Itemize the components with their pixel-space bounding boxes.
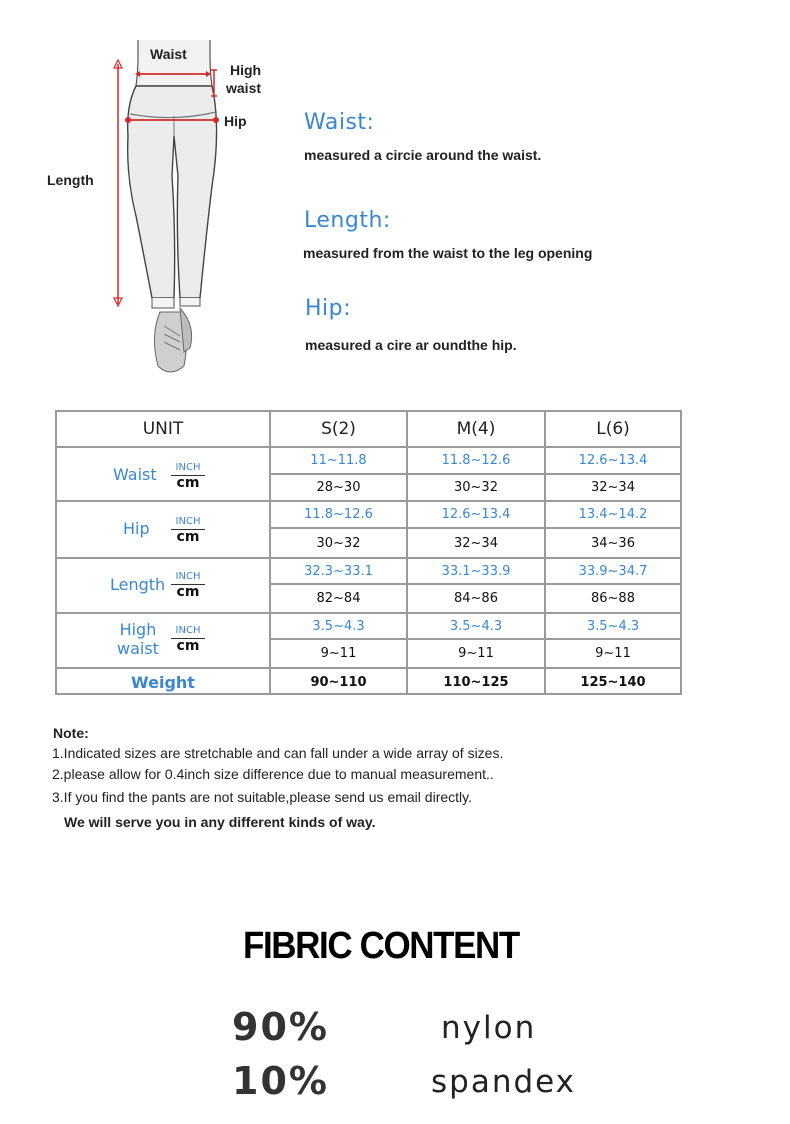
table-header-size-l: L(6) [596,419,630,439]
table-cell: 9~11 [595,646,631,661]
fabric-percent-nylon: 90% [232,1005,329,1049]
unit-cm: cm [176,475,200,491]
table-cell: 34~36 [591,535,635,551]
fabric-content-title: FIBRIC CONTENT [243,925,519,967]
table-header-size-s: S(2) [321,419,356,439]
table-cell: 90~110 [310,674,367,690]
row-label-length: Length [110,575,166,594]
unit-inch: INCH [171,462,205,476]
table-cell: 9~11 [458,646,494,661]
row-label-high: High [119,620,157,639]
table-cell: 30~32 [454,480,498,495]
diagram-label-high-waist-2: waist [226,80,262,96]
unit-cm: cm [176,584,200,600]
table-cell: 32~34 [454,535,498,551]
definition-text-hip: measured a cire ar oundthe hip. [305,337,517,353]
table-header-unit: UNIT [142,419,184,439]
table-cell: 12.6~13.4 [578,453,648,468]
unit-cm: cm [176,529,200,545]
diagram-label-hip: Hip [224,113,247,129]
note-item-2: 2.please allow for 0.4inch size difference due to manual measurement.. [52,766,494,782]
definition-title-waist: Waist: [304,110,375,135]
row-label-waist-2: waist [117,639,159,658]
unit-inch: INCH [171,625,205,639]
diagram-label-waist: Waist [150,46,187,62]
table-cell: 3.5~4.3 [449,618,503,634]
leggings-size-diagram [40,36,280,386]
diagram-label-length: Length [47,172,94,188]
size-chart-table [55,410,682,695]
row-label-high-waist [117,620,159,658]
table-header-size-m: M(4) [456,419,496,439]
table-cell: 84~86 [454,591,498,606]
table-cell: 11~11.8 [310,453,367,468]
note-item-1: 1.Indicated sizes are stretchable and can fall under a wide array of sizes. [52,745,504,761]
table-cell: 33.1~33.9 [441,563,511,579]
table-cell: 12.6~13.4 [441,507,511,522]
unit-inch: INCH [171,516,205,530]
unit-fraction [171,571,205,600]
table-cell: 9~11 [320,646,357,661]
table-cell: 3.5~4.3 [586,618,640,634]
table-cell: 86~88 [591,591,635,606]
unit-fraction [171,462,205,491]
diagram-label-high-waist-1: High [230,62,262,78]
definition-text-length: measured from the waist to the leg opening [303,245,593,261]
table-cell: 33.9~34.7 [578,563,648,579]
table-cell: 11.8~12.6 [304,507,373,522]
table-cell: 30~32 [316,535,361,551]
unit-fraction [171,625,205,654]
unit-fraction [171,516,205,545]
note-heading: Note: [53,725,89,741]
note-closing: We will serve you in any different kinds of way. [64,814,376,830]
table-cell: 125~140 [580,674,646,690]
table-cell: 11.8~12.6 [441,453,511,468]
fabric-percent-spandex: 10% [232,1059,329,1103]
table-cell: 82~84 [316,591,361,606]
table-cell: 13.4~14.2 [578,507,648,522]
definition-title-length: Length: [304,208,391,233]
unit-cm: cm [176,638,200,654]
fabric-material-spandex: spandex [431,1064,577,1100]
table-cell: 110~125 [443,674,509,690]
table-cell: 28~30 [316,480,361,495]
table-cell: 32.3~33.1 [304,563,373,579]
row-label-waist: Waist [113,465,157,484]
definition-text-waist: measured a circie around the waist. [304,147,542,163]
definition-title-hip: Hip: [305,296,352,321]
unit-inch: INCH [171,571,205,585]
note-item-3: 3.If you find the pants are not suitable,please send us email directly. [52,789,472,805]
row-label-weight: Weight [131,672,195,692]
table-cell: 32~34 [591,480,635,495]
fabric-material-nylon: nylon [441,1010,537,1046]
table-cell: 3.5~4.3 [312,618,365,634]
row-label-hip: Hip [123,519,150,538]
